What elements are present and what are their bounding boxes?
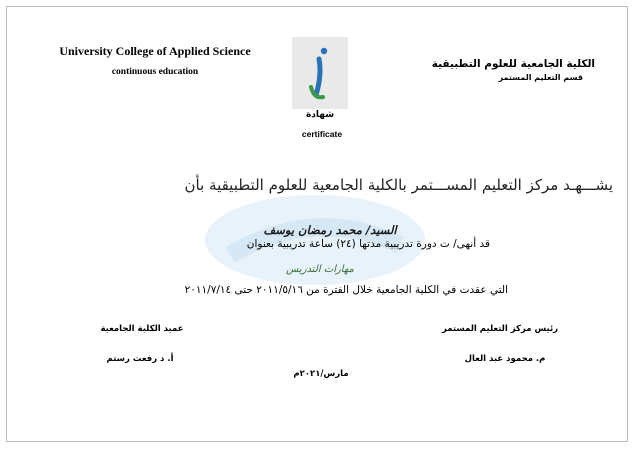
course-period-text: التي عقدت في الكلية الجامعية خلال الفترة من ٢٠١١/٥/١٦ حتى ٢٠١١/٧/١٤: [184, 284, 508, 296]
center-head-title: رئيس مركز التعليم المستمر: [441, 324, 559, 334]
dean-name: أ. د رفعت رستم: [106, 354, 174, 364]
recipient-name: السيد/ محمد رمضان يوسف: [263, 223, 397, 237]
arabic-subtitle: قسم التعليم المستمر: [498, 73, 583, 82]
certificate-label-arabic: شهادة: [305, 110, 335, 120]
college-logo-icon: [292, 37, 348, 109]
certification-statement: يشـــهـد مركز التعليم المســـتمر بالكلية الجامعية للعلوم التطبيقية بأن: [184, 176, 613, 194]
course-title: مهارات التدريس: [286, 264, 354, 275]
college-logo: [292, 37, 348, 109]
arabic-title: الكلية الجامعية للعلوم التطبيقية: [431, 58, 595, 70]
english-subtitle: continuous education: [111, 67, 199, 77]
issue-date: مارس/٢٠٢١م: [293, 369, 349, 379]
certificate-label-english: certificate: [301, 129, 343, 139]
english-title: University College of Applied Science: [59, 44, 251, 58]
course-duration-text: قد أنهى/ ت دورة تدريبية مدتها (٢٤) ساعة تدريبية بعنوان: [246, 238, 490, 250]
center-head-name: م. محمود عبد العال: [464, 354, 546, 364]
dean-title: عميد الكلية الجامعية: [100, 324, 184, 334]
